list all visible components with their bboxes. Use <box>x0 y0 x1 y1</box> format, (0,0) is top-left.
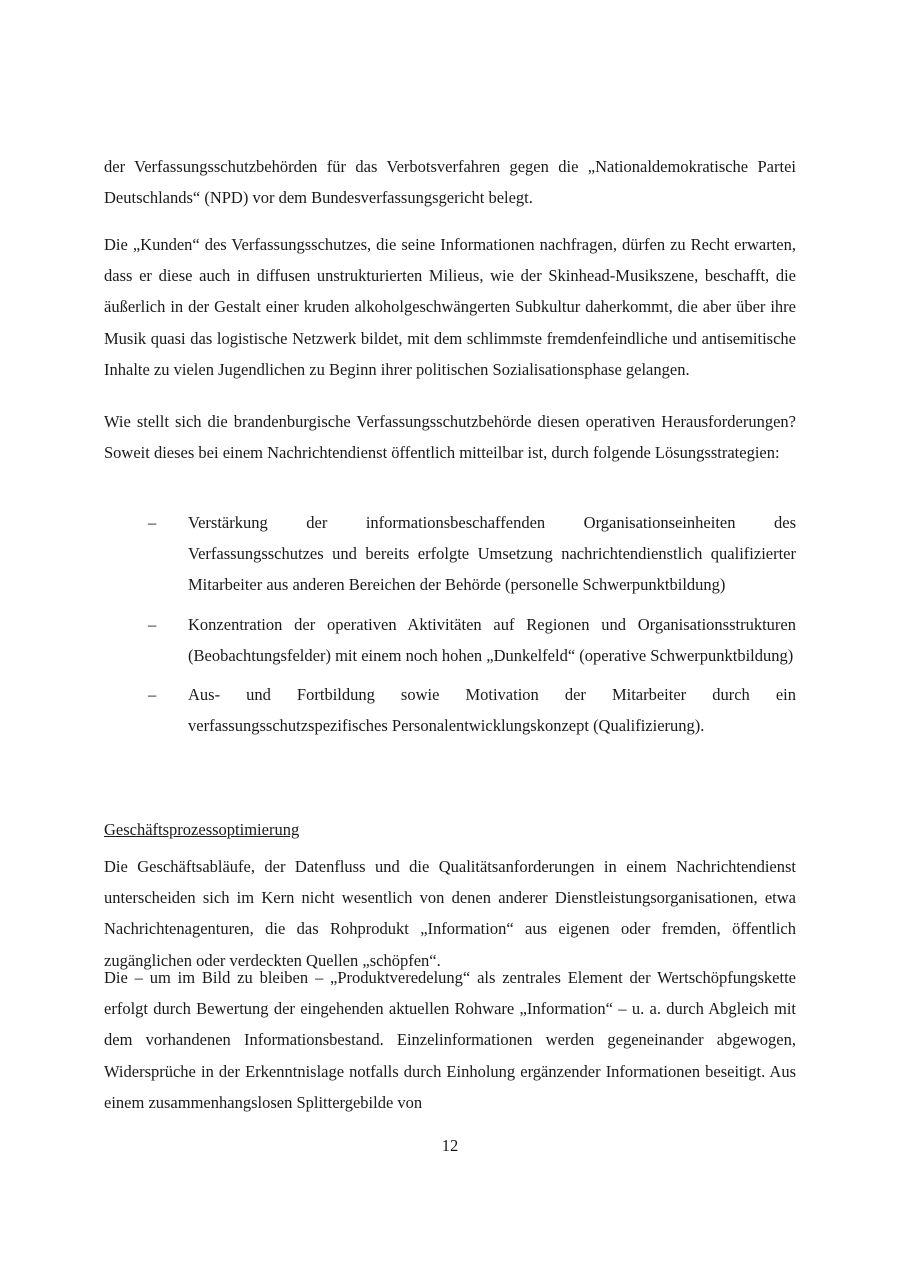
list-item-text: Verstärkung der informationsbeschaffenden Organisationseinheiten des Verfassungsschutzes und bereits erfolgte Umsetzung nachrichtendienstlich qualifizierter Mitarbeiter aus anderen Bereichen der Behörde (personelle Schwerpunktbildung) <box>188 513 796 595</box>
section-heading: Geschäftsprozessoptimierung <box>104 820 300 839</box>
paragraph-herausforderungen: Wie stellt sich die brandenburgische Verfassungsschutzbehörde diesen operativen Herausforderungen? Soweit dieses bei einem Nachrichtendienst öffentlich mitteilbar ist, durch folgende Lösungsstrategien: <box>104 412 796 463</box>
paragraph-produktveredelung: Die – um im Bild zu bleiben – „Produktveredelung“ als zentrales Element der Wertschöpfungskette erfolgt durch Bewertung der eingehenden aktuellen Rohware „Information“ – u. a. durch Abgleich mit dem vorhandenen Informationsbestand. Einzelinformationen werden gegeneinander abgewogen, Widersprüche in der Erkenntnislage notfalls durch Einholung ergänzender Informationen beseitigt. Aus einem zusammenhangslosen Splittergebilde von <box>104 968 796 1112</box>
list-item-text: Aus- und Fortbildung sowie Motivation der Mitarbeiter durch ein verfassungsschutzspezifisches Personalentwicklungskonzept (Qualifizierung). <box>188 685 796 736</box>
dash-bullet: – <box>148 513 157 532</box>
paragraph-geschaeftsablaeufe: Die Geschäftsabläufe, der Datenfluss und die Qualitätsanforderungen in einem Nachrichtendienst unterscheiden sich im Kern nicht wesentlich von denen anderer Dienstleistungsorganisationen, etwa Nachrichtenagenturen, die das Rohprodukt „Information“ aus eigenen oder fremden, öffentlich zugänglichen oder verdeckten Quellen „schöpfen“. <box>104 857 796 970</box>
paragraph-continuation: der Verfassungsschutzbehörden für das Verbotsverfahren gegen die „Nationaldemokratische Partei Deutschlands“ (NPD) vor dem Bundesverfassungsgericht belegt. <box>104 157 796 208</box>
dash-bullet: – <box>148 614 157 634</box>
dash-bullet: – <box>148 685 157 705</box>
list-item <box>104 679 796 741</box>
page-number: 12 <box>441 1136 459 1155</box>
list-item <box>104 609 796 671</box>
paragraph-verfassungsschutz-kunden: Die „Kunden“ des Verfassungsschutzes, die seine Informationen nachfragen, dürfen zu Recht erwarten, dass er diese auch in diffusen unstrukturierten Milieus, wie der Skinhead-Musikszene, beschafft, die äußerlich in der Gestalt einer kruden alkoholgeschwängerten Subkultur daherkommt, die aber über ihre Musik quasi das logistische Netzwerk bildet, mit dem schlimmste fremdenfeindliche und antisemitische Inhalte zu vielen Jugendlichen zu Beginn ihrer politischen Sozialisationsphase gelangen. <box>104 235 796 379</box>
list-item-text: Konzentration der operativen Aktivitäten auf Regionen und Organisationsstrukturen (Beobachtungsfelder) mit einem noch hohen „Dunkelfeld“ (operative Schwerpunktbildung) <box>188 614 796 665</box>
list-item <box>104 507 796 601</box>
strategy-list <box>104 507 796 749</box>
